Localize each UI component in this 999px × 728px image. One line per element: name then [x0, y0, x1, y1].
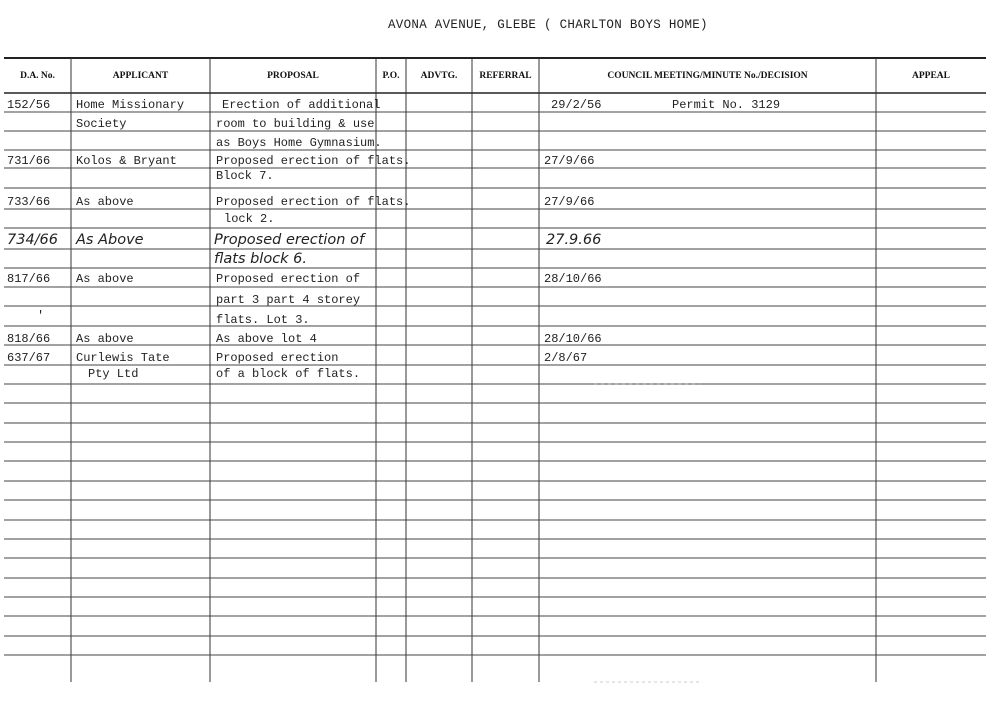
council-decision: 27/9/66 — [544, 195, 595, 209]
applicant-name: Society — [76, 117, 127, 131]
col-header-council: COUNCIL MEETING/MINUTE No./DECISION — [607, 71, 808, 81]
proposal-text: Proposed erection of flats. — [216, 195, 411, 209]
council-decision: 27.9.66 — [546, 232, 602, 248]
council-decision: 27/9/66 — [544, 154, 595, 168]
col-header-proposal: PROPOSAL — [267, 71, 319, 81]
applicant-name: As above — [76, 332, 134, 346]
applicant-name: As Above — [76, 232, 144, 248]
proposal-text: Proposed erection of — [214, 232, 365, 248]
col-header-po: P.O. — [382, 71, 400, 81]
col-header-da-no: D.A. No. — [20, 71, 55, 81]
proposal-text: of a block of flats. — [216, 367, 361, 381]
proposal-text: room to building & use — [216, 117, 375, 131]
da-number: 152/56 — [7, 98, 51, 112]
applicant-name: Pty Ltd — [88, 367, 139, 381]
proposal-text: flats. Lot 3. — [216, 313, 310, 327]
col-header-advtg: ADVTG. — [420, 71, 458, 81]
proposal-text: flats block 6. — [214, 251, 308, 267]
council-decision: 28/10/66 — [544, 332, 602, 346]
applicant-name: As above — [76, 195, 134, 209]
page-title: AVONA AVENUE, GLEBE ( CHARLTON BOYS HOME) — [388, 18, 708, 32]
da-number: 734/66 — [7, 232, 59, 248]
da-number: ' — [37, 309, 45, 323]
da-number: 818/66 — [7, 332, 51, 346]
proposal-text: lock 2. — [224, 212, 275, 226]
council-decision: 29/2/56 — [551, 98, 602, 112]
proposal-text: Erection of additional — [222, 98, 381, 112]
council-decision: 28/10/66 — [544, 272, 602, 286]
da-number: 637/67 — [7, 351, 51, 365]
da-number: 733/66 — [7, 195, 51, 209]
da-number: 731/66 — [7, 154, 51, 168]
proposal-text: Proposed erection — [216, 351, 339, 365]
da-number: 817/66 — [7, 272, 51, 286]
col-header-applicant: APPLICANT — [112, 71, 169, 81]
proposal-text: Proposed erection of — [216, 272, 361, 286]
applicant-name: Curlewis Tate — [76, 351, 170, 365]
proposal-text: As above lot 4 — [216, 332, 317, 346]
proposal-text: part 3 part 4 storey — [216, 293, 361, 307]
permit-number: Permit No. 3129 — [672, 98, 781, 112]
applicant-name: Home Missionary — [76, 98, 185, 112]
applicant-name: Kolos & Bryant — [76, 154, 177, 168]
applicant-name: As above — [76, 272, 134, 286]
council-decision: 2/8/67 — [544, 351, 588, 365]
proposal-text: Block 7. — [216, 169, 274, 183]
proposal-text: Proposed erection of flats. — [216, 154, 411, 168]
col-header-appeal: APPEAL — [912, 71, 950, 81]
col-header-referral: REFERRAL — [479, 71, 532, 81]
proposal-text: as Boys Home Gymnasium. — [216, 136, 382, 150]
